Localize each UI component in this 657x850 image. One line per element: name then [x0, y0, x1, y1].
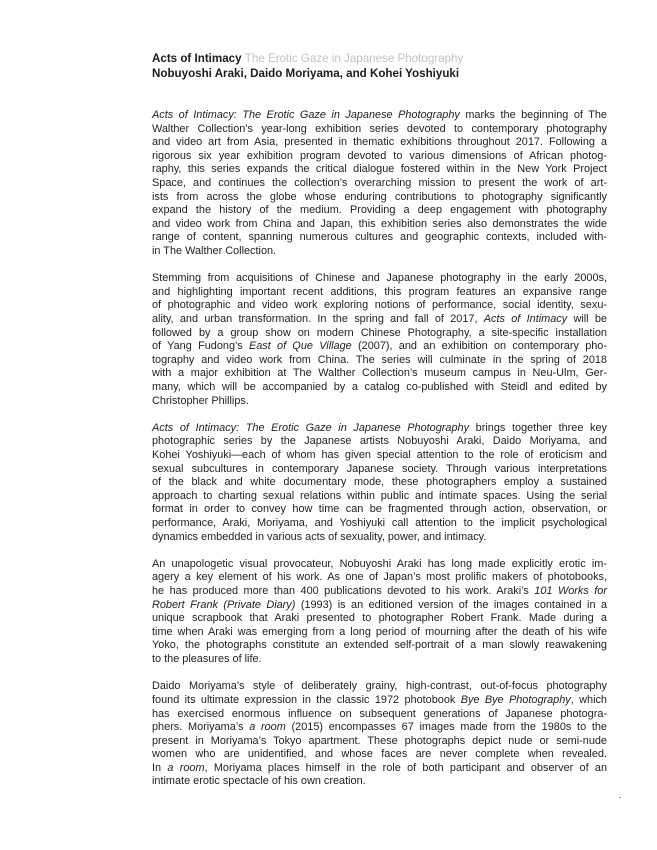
text-line — [152, 286, 607, 300]
text-run: to the pleasures of life. — [152, 653, 262, 666]
text-run: Daido Moriyama’s style of deliberately grainy, high-contrast, out-of-focus photography — [152, 680, 607, 693]
text-run: women who are unidentified, and whose faces are never complete when revealed. — [152, 748, 607, 761]
text-line — [152, 775, 607, 789]
text-run: sexual subcultures in contemporary Japanese society. Through various interpretations — [152, 462, 607, 475]
text-run: present in Moriyama’s Tokyo apartment. These photographs depict nude or semi-nude — [152, 734, 607, 747]
text-run: ality, and urban transformation. In the spring and fall of 2017, — [152, 313, 484, 325]
text-run: Kohei Yoshiyuki—each of whom has given special attention to the role of eroticism and — [152, 449, 607, 462]
italic-title: Acts of Intimacy: The Erotic Gaze in Japanese Photography — [152, 421, 470, 434]
text-run: he has produced more than 400 publications devoted to his work. Araki’s — [152, 585, 535, 598]
text-line — [152, 422, 607, 436]
text-run: will be — [567, 313, 607, 325]
text-line — [152, 531, 607, 545]
text-run: ists from across the globe whose enduring contributions to photography significantly — [152, 190, 607, 203]
text-run: of the black and white documentary mode, these photographers employ a sustained — [152, 476, 607, 489]
text-run: tography and video work from China. The series will culminate in the spring of 2018 — [152, 353, 607, 366]
text-run: time when Araki was emerging from a long period of mourning after the death of his wife — [152, 625, 607, 638]
text-run: found its ultimate expression in the classic 1972 photobook — [152, 693, 461, 706]
text-run: rigorous six year exhibition program devoted to various dimensions of African photog- — [152, 149, 607, 162]
text-line — [152, 231, 607, 245]
italic-title: Bye Bye Photography — [460, 693, 571, 706]
text-line — [152, 680, 607, 694]
text-run: , Moriyama places himself in the role of both participant and observer of an — [204, 761, 608, 774]
text-line — [152, 327, 607, 341]
text-run: in The Walther Collection. — [152, 244, 277, 257]
italic-title: a room — [167, 761, 205, 774]
text-line — [152, 571, 607, 585]
italic-title: Acts of Intimacy — [483, 313, 568, 325]
paragraph — [152, 272, 607, 408]
text-line — [152, 449, 607, 463]
text-run: dynamics embedded in various acts of sexuality, power, and intimacy. — [152, 530, 487, 543]
paragraph — [152, 680, 607, 789]
text-run: and video work from China and Japan, this exhibition series also demonstrates the wide — [152, 217, 607, 230]
text-run: An unapologetic visual provocateur, Nobuyoshi Araki has long made explicitly erotic im- — [152, 557, 607, 570]
text-run: In — [152, 761, 168, 774]
text-line — [152, 191, 607, 205]
text-line — [152, 558, 607, 572]
text-line — [152, 367, 607, 381]
text-run: Stemming from acquisitions of Chinese and Japanese photography in the early 2000s, — [152, 272, 607, 285]
text-line — [152, 218, 607, 232]
subtitle: The Erotic Gaze in Japanese Photography — [244, 52, 464, 65]
text-line — [152, 381, 607, 395]
text-line — [152, 708, 607, 722]
text-line — [152, 463, 607, 477]
text-run: expand the history of the medium. Providing a deep engagement with photography — [152, 204, 607, 217]
text-line — [152, 490, 607, 504]
text-run: (2015) encompasses 67 images made from the 1980s to the — [285, 721, 607, 734]
italic-title: Acts of Intimacy: The Erotic Gaze in Japanese Photography — [152, 109, 460, 121]
text-line — [152, 639, 607, 653]
text-line — [152, 150, 607, 164]
text-run: Yoko, the photographs constitute an extended self-portrait of a man slowly reawakening — [152, 639, 607, 652]
text-run: (1993) is an editioned version of the images contained in a — [295, 598, 607, 611]
text-line — [152, 735, 607, 749]
text-run: (2007), and an exhibition on contemporary pho- — [351, 340, 607, 353]
text-line — [152, 585, 607, 599]
text-line — [152, 272, 607, 286]
text-run: raphy, this series expands the critical dialogue fostered within in the New York Project — [152, 163, 607, 176]
body-text — [152, 109, 607, 803]
italic-title: East of Que Village — [248, 340, 352, 353]
text-line — [152, 762, 607, 776]
artists-line: Nobuyoshi Araki, Daido Moriyama, and Kohei Yoshiyuki — [152, 67, 460, 80]
text-run: Christopher Phillips. — [152, 394, 249, 407]
text-line — [152, 653, 607, 667]
text-run: phers. Moriyama’s — [152, 721, 250, 734]
paragraph — [152, 558, 607, 667]
text-run: agery a key element of his work. As one of Japan’s most prolific makers of photobooks, — [152, 571, 607, 584]
text-run: has exercised enormous influence on subsequent generations of Japanese photogra- — [152, 707, 607, 720]
text-line — [152, 503, 607, 517]
text-run: performance, Araki, Moriyama, and Yoshiyuki call attention to the implicit psychological — [152, 517, 607, 529]
text-line — [152, 136, 607, 150]
text-line — [152, 721, 607, 735]
text-line — [152, 476, 607, 490]
text-run: followed by a group show on modern Chinese Photography, a site-specific installation — [152, 326, 607, 339]
text-run: intimate erotic spectacle of his own creation. — [152, 775, 366, 788]
title: Acts of Intimacy — [152, 52, 242, 65]
text-run: and video art from Asia, presented in thematic exhibitions throughout 2017. Following a — [152, 136, 607, 149]
text-line — [152, 340, 607, 354]
text-line — [152, 435, 607, 449]
italic-title: Robert Frank (Private Diary) — [152, 598, 296, 611]
text-run: , which — [570, 693, 607, 706]
text-line — [152, 163, 607, 177]
text-line — [152, 204, 607, 218]
text-run: and highlighting important recent additions, this program features an expansive range — [152, 285, 607, 298]
paragraph — [152, 109, 607, 259]
text-run: photographic series by the Japanese artists Nobuyoshi Araki, Daido Moriyama, and — [152, 435, 607, 448]
text-run: approach to charting sexual relations within public and intimate spaces. Using the serial — [152, 489, 607, 502]
paragraph — [152, 422, 607, 544]
title-line — [152, 51, 632, 66]
text-run: Walther Collection’s year-long exhibition series devoted to contemporary photography — [152, 122, 607, 135]
text-line — [152, 299, 607, 313]
text-run: many, which will be accompanied by a catalog co-published with Steidl and edited by — [152, 380, 607, 393]
text-line — [152, 626, 607, 640]
text-line — [152, 694, 607, 708]
text-line — [152, 599, 607, 613]
text-run: marks the beginning of The — [459, 109, 607, 121]
text-run: format in order to convey how time can be fragmented through action, observation, or — [152, 503, 607, 516]
text-run: range of content, spanning numerous cultures and geographic contexts, included with- — [152, 231, 607, 244]
text-line — [152, 177, 607, 191]
text-line — [152, 395, 607, 409]
text-line — [152, 517, 607, 531]
text-run: Space, and continues the collection’s overarching mission to present the work of art- — [152, 176, 607, 189]
text-line — [152, 748, 607, 762]
text-run: with a major exhibition at The Walther Collection’s museum campus in Neu-Ulm, Ger- — [152, 367, 607, 380]
italic-title: a room — [249, 721, 286, 734]
page-mark — [619, 797, 621, 798]
italic-title: 101 Works for — [534, 585, 607, 598]
text-line — [152, 354, 607, 368]
text-line — [152, 313, 607, 327]
text-line — [152, 612, 607, 626]
text-run: of Yang Fudong’s — [152, 340, 249, 353]
text-run: unique scrapbook that Araki presented to photographer Robert Frank. Made during a — [152, 612, 607, 625]
text-line — [152, 109, 607, 123]
text-line — [152, 123, 607, 137]
text-line — [152, 245, 607, 259]
text-run: brings together three key — [469, 421, 607, 434]
header — [152, 51, 632, 81]
text-run: of photographic and video work exploring notions of performance, social identity, sexu- — [152, 299, 607, 312]
